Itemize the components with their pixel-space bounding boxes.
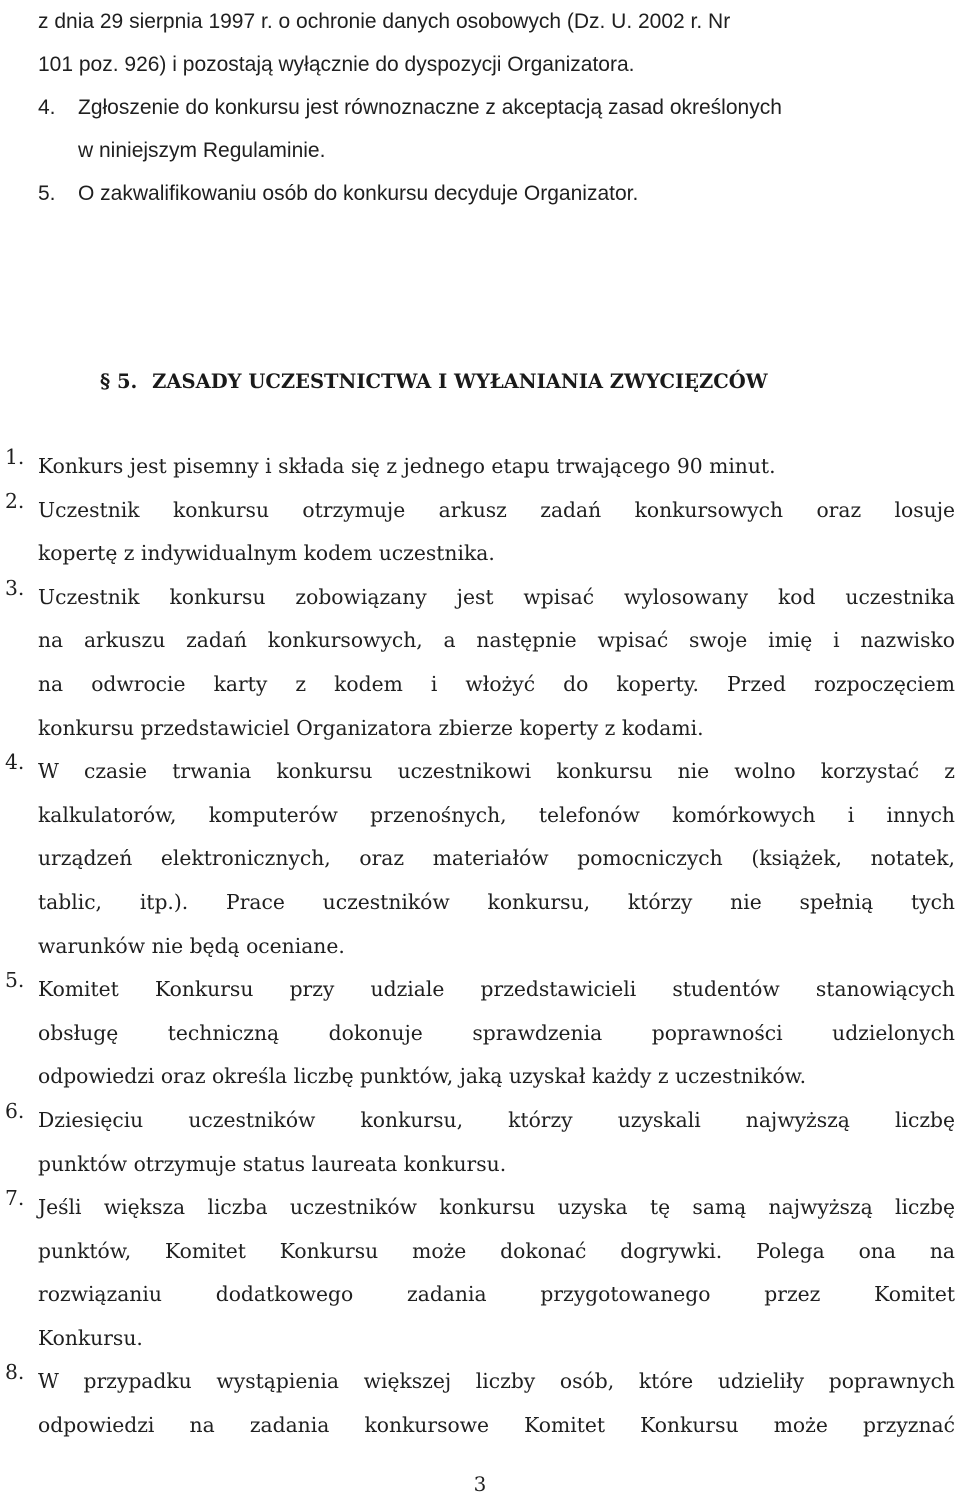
item-line: na odwrocie karty z kodem i włożyć do koperty. Przed rozpoczęciem bbox=[38, 671, 955, 696]
item-line: Dziesięciu uczestników konkursu, którzy uzyskali najwyższą liczbę bbox=[38, 1107, 955, 1132]
item-line: Konkursu. bbox=[38, 1325, 143, 1350]
item-line: punktów, Komitet Konkursu może dokonać dogrywki. Polega ona na bbox=[38, 1238, 955, 1263]
continuation-line: z dnia 29 sierpnia 1997 r. o ochronie danych osobowych (Dz. U. 2002 r. Nr bbox=[38, 10, 731, 33]
item-line: W czasie trwania konkursu uczestnikowi konkursu nie wolno korzystać z bbox=[38, 759, 955, 784]
list-item bbox=[38, 86, 958, 172]
list-item bbox=[0, 1099, 960, 1186]
item-line: kopertę z indywidualnym kodem uczestnika. bbox=[38, 541, 495, 566]
list-item bbox=[0, 1360, 960, 1447]
list-item bbox=[0, 750, 960, 968]
section-heading bbox=[100, 362, 900, 402]
list-item bbox=[0, 968, 960, 1099]
item-line: w niniejszym Regulaminie. bbox=[78, 139, 326, 162]
item-number: 4. bbox=[5, 750, 25, 775]
list-item bbox=[0, 576, 960, 750]
item-number: 7. bbox=[5, 1186, 25, 1211]
page-number: 3 bbox=[473, 1472, 487, 1496]
item-line: W przypadku wystąpienia większej liczby osób, które udzieliły poprawnych bbox=[38, 1369, 955, 1394]
item-line: na arkuszu zadań konkursowych, a następnie wpisać swoje imię i nazwisko bbox=[38, 628, 955, 653]
item-line: Komitet Konkursu przy udziale przedstawicieli studentów stanowiących bbox=[38, 977, 955, 1002]
list-item bbox=[38, 172, 958, 215]
continuation-line: 101 poz. 926) i pozostają wyłącznie do dyspozycji Organizatora. bbox=[38, 53, 635, 76]
item-line: O zakwalifikowaniu osób do konkursu decyduje Organizator. bbox=[78, 182, 639, 205]
item-number: 1. bbox=[5, 445, 25, 469]
item-line: tablic, itp.). Prace uczestników konkursu, którzy nie spełnią tych bbox=[38, 889, 955, 914]
item-line: odpowiedzi oraz określa liczbę punktów, jaką uzyskał każdy z uczestników. bbox=[38, 1064, 807, 1089]
list-item bbox=[0, 489, 960, 576]
section-number: § 5. bbox=[100, 370, 138, 393]
item-line: obsługę techniczną dokonuje sprawdzenia poprawności udzielonych bbox=[38, 1020, 955, 1045]
rules-list bbox=[0, 445, 960, 1448]
item-number: 6. bbox=[5, 1098, 25, 1123]
item-number: 3. bbox=[5, 575, 25, 600]
item-line: Zgłoszenie do konkursu jest równoznaczne z akceptacją zasad określonych bbox=[78, 96, 782, 119]
list-item bbox=[0, 1186, 960, 1360]
list-item bbox=[0, 445, 960, 489]
item-line: Uczestnik konkursu zobowiązany jest wpisać wylosowany kod uczestnika bbox=[38, 584, 955, 609]
item-line: odpowiedzi na zadania konkursowe Komitet Konkursu może przyznać bbox=[38, 1413, 955, 1438]
item-line: warunków nie będą oceniane. bbox=[38, 933, 345, 958]
item-number: 4. bbox=[38, 96, 56, 119]
item-number: 2. bbox=[5, 488, 25, 513]
item-line: kalkulatorów, komputerów przenośnych, telefonów komórkowych i innych bbox=[38, 802, 955, 827]
item-line: urządzeń elektronicznych, oraz materiałów pomocniczych (książek, notatek, bbox=[38, 846, 955, 871]
item-number: 5. bbox=[5, 968, 25, 993]
item-line: punktów otrzymuje status laureata konkursu. bbox=[38, 1151, 507, 1176]
item-line: konkursu przedstawiciel Organizatora zbierze koperty z kodami. bbox=[38, 715, 704, 740]
section-title: ZASADY UCZESTNICTWA I WYŁANIANIA ZWYCIĘZCÓW bbox=[152, 370, 768, 393]
item-line: Konkurs jest pisemny i składa się z jednego etapu trwającego 90 minut. bbox=[38, 454, 776, 478]
item-line: rozwiązaniu dodatkowego zadania przygotowanego przez Komitet bbox=[38, 1282, 955, 1307]
previous-section-continuation bbox=[38, 0, 958, 215]
item-line: Uczestnik konkursu otrzymuje arkusz zadań konkursowych oraz losuje bbox=[38, 497, 955, 522]
item-number: 5. bbox=[38, 182, 56, 205]
item-line: Jeśli większa liczba uczestników konkursu uzyska tę samą najwyższą liczbę bbox=[38, 1195, 955, 1220]
item-number: 8. bbox=[5, 1360, 25, 1385]
